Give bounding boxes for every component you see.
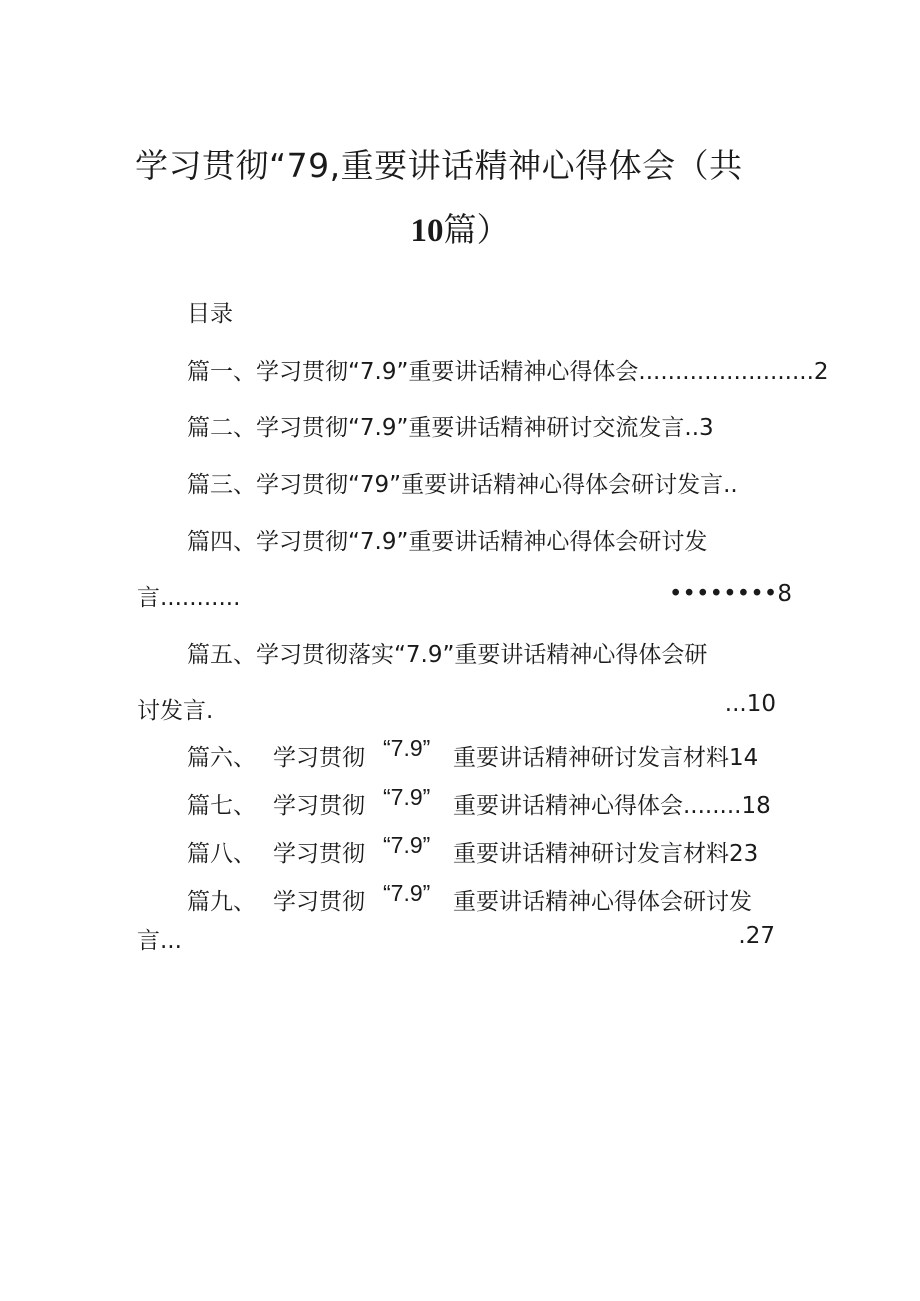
toc-entry-1[interactable]: 篇一、学习贯彻“7.9”重要讲话精神心得体会........................2 <box>187 359 829 385</box>
toc-entry-7-rest: 重要讲话精神心得体会........18 <box>453 793 771 819</box>
toc-entry-9-label: 篇九、 <box>187 889 256 915</box>
toc-entry-7-label: 篇七、 <box>187 793 256 819</box>
toc-entry-9-quote: “7.9” <box>383 880 431 906</box>
toc-entry-9-page: .27 <box>738 923 775 949</box>
toc-entry-8-quote: “7.9” <box>383 832 431 858</box>
toc-entry-7-quote: “7.9” <box>383 784 431 810</box>
toc-entry-8-rest: 重要讲话精神研讨发言材料23 <box>453 841 759 867</box>
toc-entry-4-line1: 篇四、学习贯彻“7.9”重要讲话精神心得体会研讨发 <box>187 529 708 555</box>
document-title-line1: 学习贯彻“79,重要讲话精神心得体会（共 <box>135 146 743 185</box>
toc-entry-4-line2: 言........... <box>137 585 241 611</box>
toc-entry-7-prefix: 学习贯彻 <box>273 793 365 819</box>
toc-entry-6-prefix: 学习贯彻 <box>273 745 365 771</box>
toc-entry-9-line2: 言... <box>137 928 182 954</box>
toc-entry-2[interactable]: 篇二、学习贯彻“7.9”重要讲话精神研讨交流发言..3 <box>187 415 714 441</box>
toc-entry-6-rest: 重要讲话精神研讨发言材料14 <box>453 745 759 771</box>
toc-entry-6-quote: “7.9” <box>383 735 431 761</box>
toc-entry-3[interactable]: 篇三、学习贯彻“79”重要讲话精神心得体会研讨发言.. <box>187 472 738 498</box>
toc-entry-9-rest: 重要讲话精神心得体会研讨发 <box>453 889 752 915</box>
toc-entry-9-prefix: 学习贯彻 <box>273 889 365 915</box>
document-title-count: 10 <box>410 213 444 249</box>
toc-entry-5-page: ...10 <box>724 691 776 717</box>
toc-heading: 目录 <box>187 301 233 327</box>
toc-entry-5-line2: 讨发言. <box>137 698 214 724</box>
document-title-suffix: 篇） <box>443 210 510 249</box>
toc-entry-8-label: 篇八、 <box>187 841 256 867</box>
toc-entry-8-prefix: 学习贯彻 <box>273 841 365 867</box>
toc-entry-4-page: ••••••••8 <box>668 581 792 607</box>
toc-entry-6-label: 篇六、 <box>187 745 256 771</box>
toc-entry-5-line1: 篇五、学习贯彻落实“7.9”重要讲话精神心得体会研 <box>187 642 708 668</box>
document-title-line2 <box>0 206 920 255</box>
